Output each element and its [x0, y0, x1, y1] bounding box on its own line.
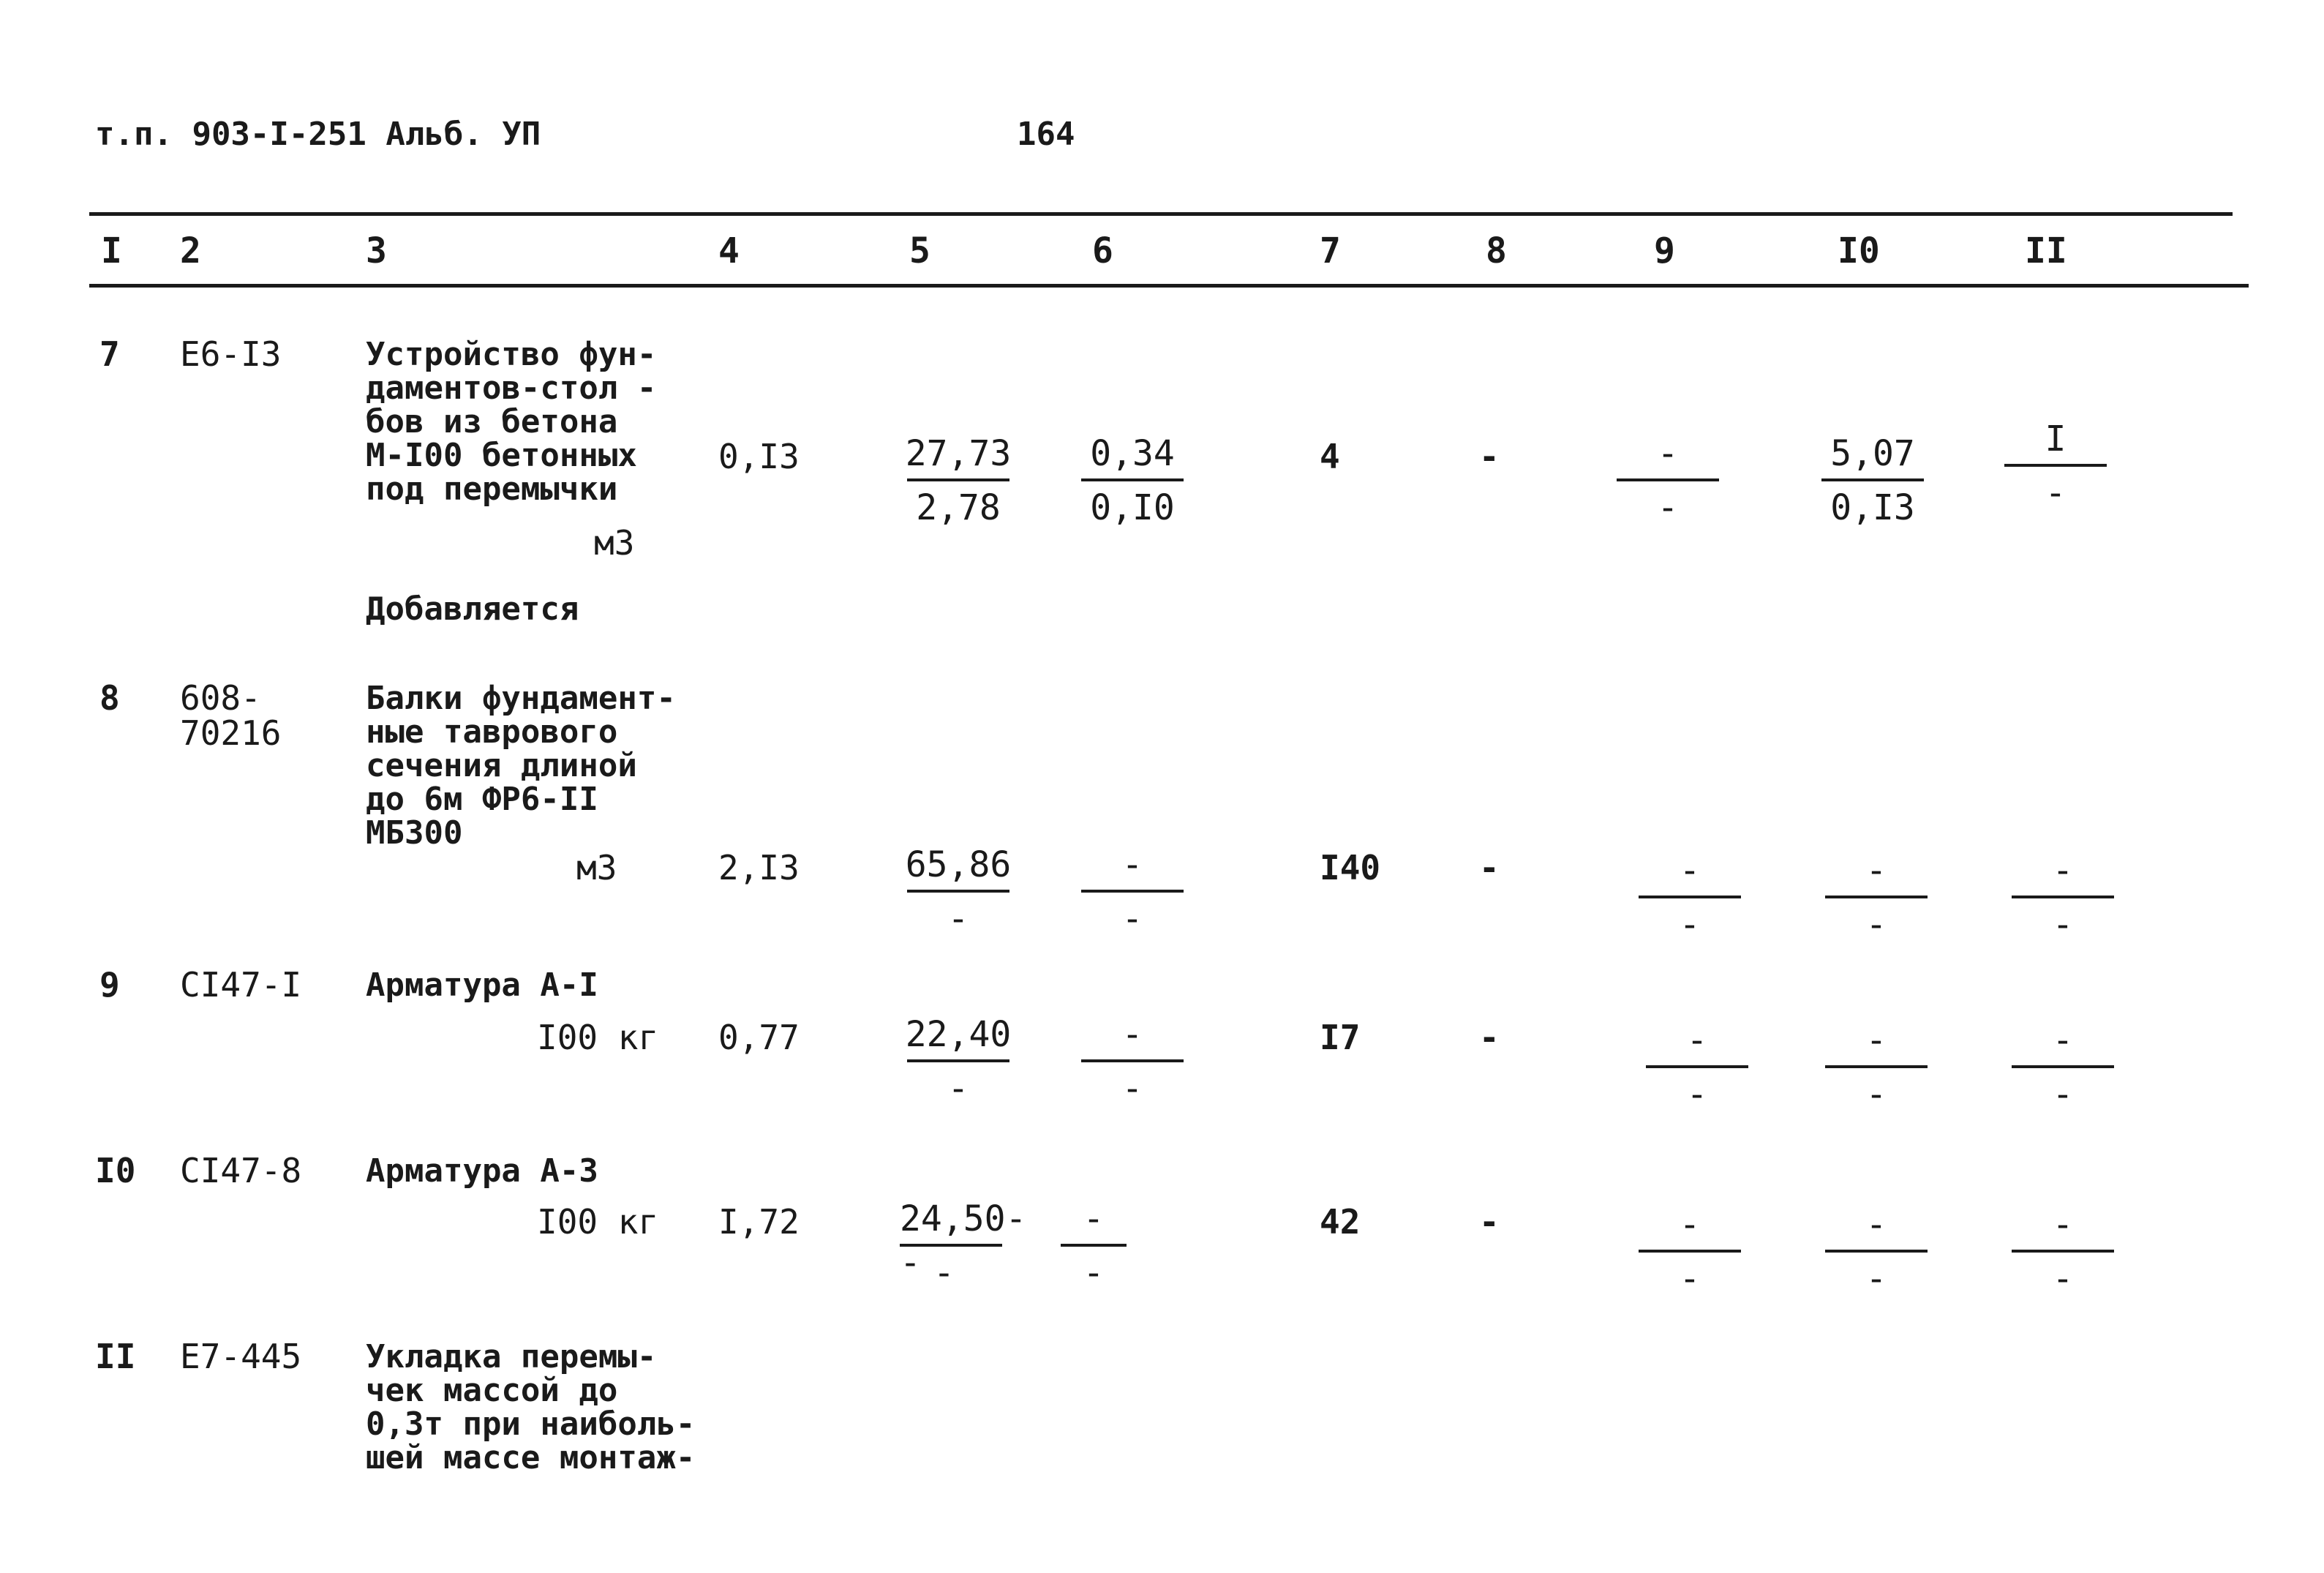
- row-unit: I00 кг: [537, 1202, 659, 1242]
- row-code: CI47-I: [180, 965, 302, 1005]
- column-5-denominator: 2,78: [916, 487, 1001, 528]
- column-7-value: 4: [1320, 437, 1340, 476]
- column-8-value: -: [1479, 1018, 1500, 1057]
- column-11-numerator: I: [2045, 418, 2067, 459]
- column-10-numerator: -: [1865, 1020, 1887, 1061]
- column-6-denominator: -: [1083, 1253, 1105, 1294]
- column-10-denominator: 0,I3: [1830, 487, 1915, 528]
- header-bottom-rule: [89, 284, 2249, 288]
- column-11-fraction: [2004, 1018, 2121, 1115]
- row-description: Укладка перемы- чек массой до 0,3т при наиболь- шей массе монтаж-: [366, 1338, 696, 1476]
- column-11-denominator: -: [2052, 1074, 2074, 1115]
- column-5-denominator: -: [947, 898, 969, 939]
- row-description: Балки фундамент- ные таврового сечения длиной до 6м ФР6-II МБ300: [366, 680, 676, 852]
- column-9-fraction: [1631, 1203, 1748, 1299]
- header-top-rule: [89, 212, 2233, 216]
- column-6-numerator: -: [1083, 1198, 1105, 1239]
- column-10-numerator: -: [1865, 1204, 1887, 1245]
- row-quantity: 0,I3: [718, 437, 800, 476]
- column-9-fraction: [1631, 849, 1748, 945]
- column-8-value: -: [1479, 1202, 1500, 1242]
- column-5-numerator: 24,50--: [900, 1198, 1027, 1283]
- column-6-fraction: [1053, 1197, 1134, 1294]
- column-5-numerator: 65,86: [905, 844, 1012, 885]
- column-10-denominator: -: [1865, 904, 1887, 945]
- column-5-fraction: [900, 432, 1017, 528]
- column-10-fraction: [1818, 1018, 1935, 1115]
- row-code: Е7-445: [180, 1337, 302, 1376]
- column-header-11: II: [2025, 230, 2067, 271]
- column-5-denominator: -: [933, 1253, 955, 1294]
- column-9-denominator: -: [1657, 487, 1679, 528]
- column-9-fraction: [1639, 1018, 1756, 1115]
- column-5-denominator: -: [947, 1068, 969, 1109]
- column-11-fraction: [2004, 1203, 2121, 1299]
- column-7-value: I40: [1320, 848, 1381, 887]
- column-11-numerator: -: [2052, 1020, 2074, 1061]
- row-quantity: 0,77: [718, 1018, 800, 1057]
- row-unit: м3: [594, 523, 635, 563]
- column-9-numerator: -: [1657, 433, 1679, 474]
- column-11-fraction: [1997, 417, 2114, 514]
- row-unit: I00 кг: [537, 1018, 659, 1057]
- row-number: 9: [99, 965, 120, 1005]
- row-description: Устройство фун- даментов-стол - бов из бетона М-I00 бетонных под перемычки: [366, 336, 657, 508]
- column-header-4: 4: [718, 230, 740, 271]
- column-6-denominator: -: [1121, 1068, 1143, 1109]
- row-quantity: I,72: [718, 1202, 800, 1242]
- column-10-fraction: [1818, 849, 1935, 945]
- row-number: II: [95, 1337, 136, 1376]
- column-header-5: 5: [909, 230, 930, 271]
- column-11-denominator: -: [2045, 473, 2067, 514]
- column-10-fraction: [1818, 1203, 1935, 1299]
- section-note: Добавляется: [366, 590, 579, 628]
- row-code: CI47-8: [180, 1151, 302, 1190]
- column-6-numerator: 0,34: [1090, 433, 1175, 474]
- column-5-fraction: [900, 1197, 1046, 1294]
- column-header-1: I: [101, 230, 122, 271]
- row-unit: м3: [576, 848, 617, 887]
- column-6-numerator: -: [1121, 844, 1143, 885]
- column-6-fraction: [1074, 432, 1191, 528]
- column-5-numerator: 22,40: [905, 1014, 1012, 1055]
- column-6-fraction: [1074, 843, 1191, 939]
- column-10-denominator: -: [1865, 1258, 1887, 1299]
- column-8-value: -: [1479, 848, 1500, 887]
- row-quantity: 2,I3: [718, 848, 800, 887]
- column-header-8: 8: [1486, 230, 1507, 271]
- row-description: Арматура А-3: [366, 1152, 598, 1190]
- document-reference: т.п. 903-I-251 Альб. УП: [95, 116, 541, 153]
- column-10-numerator: -: [1865, 850, 1887, 891]
- column-header-3: 3: [366, 230, 387, 271]
- column-5-numerator: 27,73: [905, 433, 1012, 474]
- column-9-numerator: -: [1686, 1020, 1708, 1061]
- column-11-numerator: -: [2052, 1204, 2074, 1245]
- column-header-9: 9: [1654, 230, 1675, 271]
- column-header-7: 7: [1320, 230, 1341, 271]
- row-number: 7: [99, 334, 120, 374]
- column-6-fraction: [1074, 1013, 1191, 1109]
- column-10-denominator: -: [1865, 1074, 1887, 1115]
- column-9-numerator: -: [1679, 1204, 1701, 1245]
- row-description: Арматура А-I: [366, 966, 598, 1004]
- column-header-10: I0: [1838, 230, 1880, 271]
- column-6-denominator: -: [1121, 898, 1143, 939]
- column-10-numerator: 5,07: [1830, 433, 1915, 474]
- page-number: 164: [1017, 116, 1075, 153]
- column-9-denominator: -: [1679, 904, 1701, 945]
- column-9-numerator: -: [1679, 850, 1701, 891]
- row-number: 8: [99, 678, 120, 718]
- column-5-fraction: [900, 1013, 1017, 1109]
- column-10-fraction: [1814, 432, 1931, 528]
- column-header-6: 6: [1092, 230, 1113, 271]
- column-11-denominator: -: [2052, 1258, 2074, 1299]
- column-6-numerator: -: [1121, 1014, 1143, 1055]
- column-9-denominator: -: [1679, 1258, 1701, 1299]
- column-header-2: 2: [180, 230, 201, 271]
- row-number: I0: [95, 1151, 136, 1190]
- column-7-value: I7: [1320, 1018, 1361, 1057]
- column-11-numerator: -: [2052, 850, 2074, 891]
- column-11-denominator: -: [2052, 904, 2074, 945]
- column-7-value: 42: [1320, 1202, 1361, 1242]
- column-9-denominator: -: [1686, 1074, 1708, 1115]
- column-5-fraction: [900, 843, 1017, 939]
- row-code: Е6-I3: [180, 334, 282, 374]
- column-6-denominator: 0,I0: [1090, 487, 1175, 528]
- row-code: 608- 70216: [180, 678, 282, 753]
- column-11-fraction: [2004, 849, 2121, 945]
- column-9-fraction: [1609, 432, 1726, 528]
- column-8-value: -: [1479, 437, 1500, 476]
